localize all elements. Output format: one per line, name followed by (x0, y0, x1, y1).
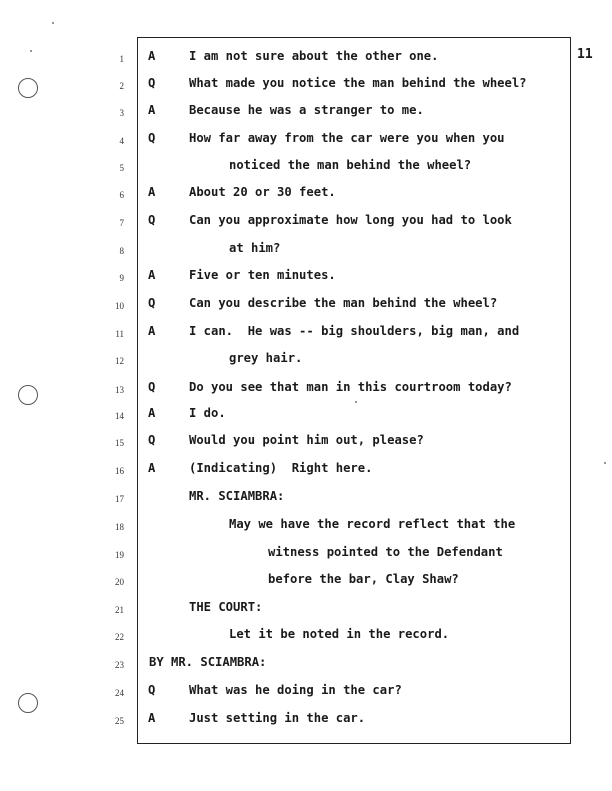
line-number: 4 (119, 136, 124, 146)
answer-label: A (148, 461, 156, 475)
line-number: 16 (115, 466, 124, 476)
answer-label: A (148, 103, 156, 117)
line-number: 7 (119, 218, 124, 228)
answer-label: A (148, 268, 156, 282)
transcript-text: Can you approximate how long you had to look (189, 213, 512, 227)
question-label: Q (148, 296, 156, 310)
question-label: Q (148, 76, 156, 90)
binder-hole-bottom (18, 693, 38, 713)
line-number: 25 (115, 716, 124, 726)
page-number: 11 (577, 47, 593, 62)
line-number: 1 (119, 54, 124, 64)
line-number: 3 (119, 108, 124, 118)
binder-hole-middle (18, 385, 38, 405)
line-number: 21 (115, 605, 124, 615)
transcript-text: noticed the man behind the wheel? (229, 158, 472, 172)
transcript-text: Would you point him out, please? (189, 433, 424, 447)
line-number: 14 (115, 411, 124, 421)
answer-label: A (148, 711, 156, 725)
transcript-text: May we have the record reflect that the (229, 517, 516, 531)
line-number: 23 (115, 660, 124, 670)
transcript-text: BY MR. SCIAMBRA: (149, 655, 267, 669)
transcript-text: MR. SCIAMBRA: (189, 489, 285, 503)
line-number: 18 (115, 522, 124, 532)
binder-hole-top (18, 78, 38, 98)
transcript-text: What was he doing in the car? (189, 683, 402, 697)
line-number: 19 (115, 550, 124, 560)
line-number: 6 (119, 190, 124, 200)
transcript-text: THE COURT: (189, 600, 263, 614)
line-number: 15 (115, 438, 124, 448)
transcript-text: witness pointed to the Defendant (268, 545, 503, 559)
transcript-text: About 20 or 30 feet. (189, 185, 336, 199)
transcript-text: Just setting in the car. (189, 711, 366, 725)
answer-label: A (148, 324, 156, 338)
transcript-text: Five or ten minutes. (189, 268, 336, 282)
line-number: 13 (115, 385, 124, 395)
transcript-text: I can. He was -- big shoulders, big man, and (189, 324, 520, 338)
scan-speck (604, 462, 606, 464)
transcript-text: I am not sure about the other one. (189, 49, 439, 63)
answer-label: A (148, 185, 156, 199)
answer-label: A (148, 49, 156, 63)
line-number: 20 (115, 577, 124, 587)
question-label: Q (148, 380, 156, 394)
scan-speck (52, 22, 54, 24)
line-number: 8 (119, 246, 124, 256)
question-label: Q (148, 131, 156, 145)
line-number: 12 (115, 356, 124, 366)
line-number: 5 (119, 163, 124, 173)
line-number: 24 (115, 688, 124, 698)
transcript-text: What made you notice the man behind the wheel? (189, 76, 527, 90)
answer-label: A (148, 406, 156, 420)
transcript-text: Do you see that man in this courtroom today? (189, 380, 512, 394)
question-label: Q (148, 683, 156, 697)
line-number: 22 (115, 632, 124, 642)
line-number: 9 (119, 273, 124, 283)
transcript-text: Let it be noted in the record. (229, 627, 450, 641)
transcript-text: at him? (229, 241, 281, 255)
transcript-text: I do. (189, 406, 226, 420)
line-number: 2 (119, 81, 124, 91)
line-number: 17 (115, 494, 124, 504)
scan-speck (30, 50, 32, 52)
line-number: 10 (115, 301, 124, 311)
transcript-text: before the bar, Clay Shaw? (268, 572, 459, 586)
question-label: Q (148, 213, 156, 227)
transcript-text: (Indicating) Right here. (189, 461, 373, 475)
transcript-text: Because he was a stranger to me. (189, 103, 424, 117)
question-label: Q (148, 433, 156, 447)
transcript-text: grey hair. (229, 351, 303, 365)
transcript-text: How far away from the car were you when you (189, 131, 505, 145)
transcript-text: Can you describe the man behind the wheel? (189, 296, 498, 310)
line-number: 11 (115, 329, 124, 339)
